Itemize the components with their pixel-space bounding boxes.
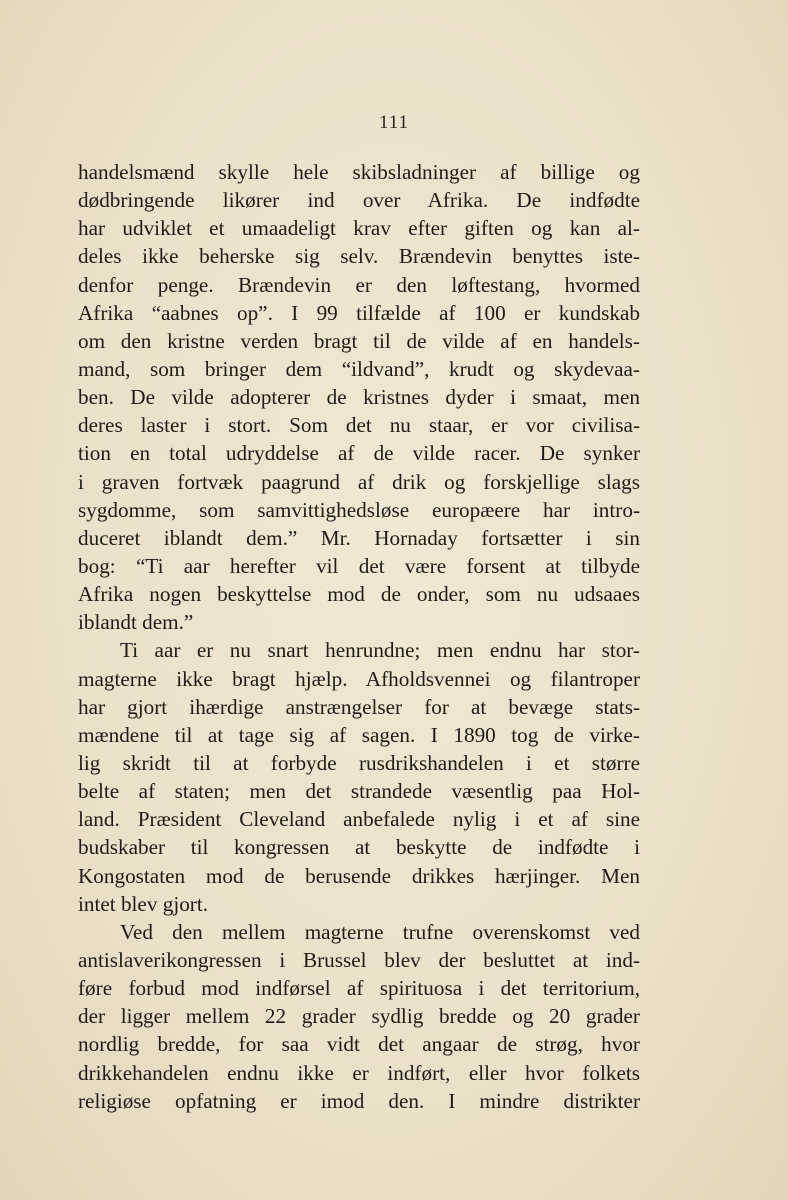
text-line: har gjort ihærdige anstrængelser for at bevæge stats- [78, 694, 640, 719]
text-line: land. Præsident Cleveland anbefalede nylig i et af sine [78, 807, 640, 832]
text-line: deles ikke beherske sig selv. Brændevin benyttes iste- [78, 244, 640, 269]
text-line: tion en total udryddelse af de vilde racer. De synker [78, 441, 640, 466]
text-line: dødbringende likører ind over Afrika. De indfødte [78, 188, 640, 213]
text-line: mand, som bringer dem “ildvand”, krudt og skydevaa- [78, 356, 640, 381]
text-line: i graven fortvæk paagrund af drik og forskjellige slags [78, 469, 640, 494]
text-line: føre forbud mod indførsel af spirituosa i det territorium, [78, 976, 640, 1001]
text-line: denfor penge. Brændevin er den løftestang, hvormed [78, 272, 640, 297]
text-line: magterne ikke bragt hjælp. Afholdsvennei og filantroper [78, 666, 640, 691]
text-line: drikkehandelen endnu ikke er indført, eller hvor folkets [78, 1060, 640, 1085]
text-line: Ti aar er nu snart henrundne; men endnu har stor- [120, 638, 640, 663]
text-line: handelsmænd skylle hele skibsladninger af billige og [78, 160, 640, 184]
text-line: mændene til at tage sig af sagen. I 1890 tog de virke- [78, 722, 640, 747]
text-line: Afrika nogen beskyttelse mod de onder, som nu udsaaes [78, 582, 640, 607]
text-line: der ligger mellem 22 grader sydlig bredde og 20 grader [78, 1004, 640, 1029]
text-line: intet blev gjort. [78, 891, 209, 916]
text-line: iblandt dem.” [78, 610, 194, 635]
text-line: Kongostaten mod de berusende drikkes hærjinger. Men [78, 863, 640, 888]
text-line: budskaber til kongressen at beskytte de indfødte i [78, 835, 640, 860]
text-line: religiøse opfatning er imod den. I mindre distrikter [78, 1088, 640, 1113]
text-line: nordlig bredde, for saa vidt det angaar de strøg, hvor [78, 1032, 640, 1057]
text-line: Afrika “aabnes op”. I 99 tilfælde af 100 er kundskab [78, 300, 640, 325]
text-line: om den kristne verden bragt til de vilde af en handels- [78, 328, 640, 353]
text-line: har udviklet et umaadeligt krav efter giften og kan al- [78, 216, 640, 241]
text-line: sygdomme, som samvittighedsløse europæere har intro- [78, 497, 640, 522]
page-number: 111 [378, 112, 410, 133]
body-text [78, 158, 640, 1115]
text-line: ben. De vilde adopterer de kristnes dyder i smaat, men [78, 385, 640, 410]
text-line: bog: “Ti aar herefter vil det være forsent at tilbyde [78, 553, 640, 578]
text-line: lig skridt til at forbyde rusdrikshandelen i et større [78, 750, 640, 775]
text-line: belte af staten; men det strandede væsentlig paa Hol- [78, 779, 640, 804]
text-line: antislaverikongressen i Brussel blev der besluttet at ind- [78, 947, 640, 972]
text-line: deres laster i stort. Som det nu staar, er vor civilisa- [78, 413, 640, 438]
text-line: duceret iblandt dem.” Mr. Hornaday fortsætter i sin [78, 525, 640, 550]
text-line: Ved den mellem magterne trufne overenskomst ved [120, 919, 640, 944]
